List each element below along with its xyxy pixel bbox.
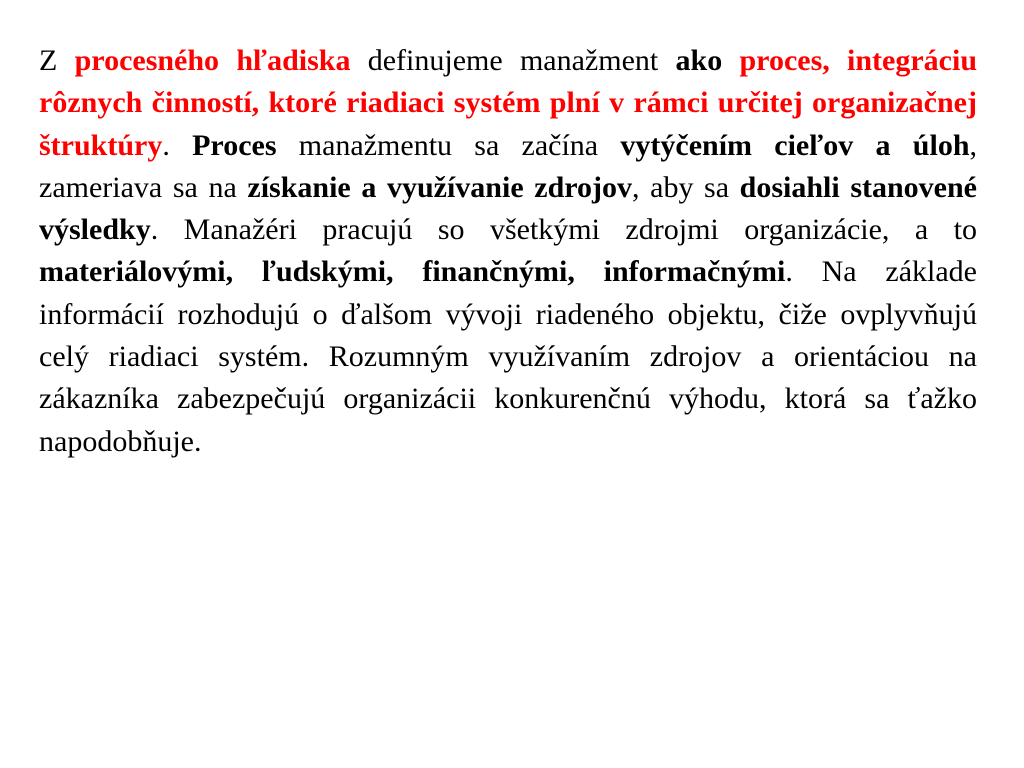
highlighted-text: proces, integráciu rôznych činností, ktoré riadiaci systém plní v rámci určitej organizačnej štruktúry bbox=[39, 44, 978, 162]
text-segment bbox=[722, 44, 739, 77]
text-segment: manažmentu sa začína bbox=[276, 128, 621, 162]
bold-text: Proces bbox=[192, 128, 277, 162]
text-segment: . Manažéri pracujú so všetkými zdrojmi organizácie, a to bbox=[150, 213, 977, 247]
text-segment: Z bbox=[39, 44, 75, 77]
bold-text: dosiahli stanovené výsledky bbox=[39, 170, 977, 247]
text-segment: . Na základe informácií rozhodujú o ďalšom vývoji riadeného objektu, čiže ovplyvňujú celý riadiaci systém. Rozumným využívaním zdrojov a orientáciou na zákazníka zabezpečujú organizácii konkurenčnú výhodu, ktorá sa ťažko napodobňuje. bbox=[39, 255, 978, 458]
bold-text: vytýčením cieľov a úloh bbox=[620, 128, 970, 162]
text-segment: definujeme manažment bbox=[350, 44, 676, 77]
bold-text: materiálovými, ľudskými, finančnými, informačnými bbox=[39, 255, 786, 289]
text-segment: , aby sa bbox=[632, 170, 740, 204]
bold-text: získanie a využívanie zdrojov bbox=[247, 170, 633, 204]
highlighted-text: procesného hľadiska bbox=[74, 44, 351, 77]
slide-content bbox=[39, 40, 977, 463]
text-segment: , zameriava sa na bbox=[39, 128, 978, 204]
text-segment: . bbox=[162, 128, 193, 162]
bold-text: ako bbox=[675, 44, 723, 77]
body-paragraph bbox=[39, 40, 977, 463]
